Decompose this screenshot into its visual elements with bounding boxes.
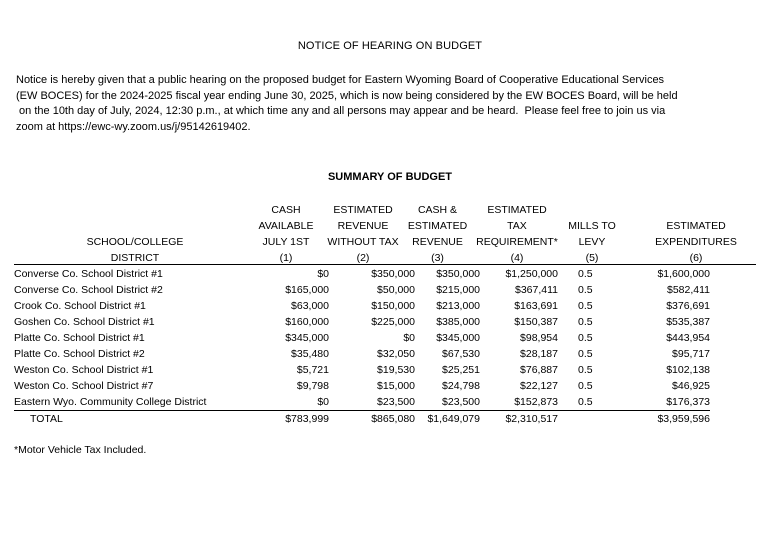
total-cash-rev: $1,649,079 [427,412,480,425]
cell-tax: $163,691 [514,299,558,312]
header-divider [14,264,756,265]
total-row [14,411,710,428]
notice-line: (EW BOCES) for the 2024-2025 fiscal year ending June 30, 2025, which is now being considered by the EW BOCES Board, will be held [16,89,678,102]
cell-expend: $443,954 [666,331,710,344]
cell-cash: $165,000 [285,283,329,296]
cell-cash: $345,000 [285,331,329,344]
cell-cash-rev: $345,000 [436,331,480,344]
cell-revenue: $23,500 [329,394,415,411]
summary-title: SUMMARY OF BUDGET [327,171,453,183]
cell-cash: $63,000 [291,299,329,312]
cell-district: Converse Co. School District #2 [14,283,163,296]
cell-cash: $5,721 [296,363,329,376]
cell-tax: $28,187 [520,347,558,360]
cell-tax: $152,873 [480,394,558,411]
cell-cash-rev: $23,500 [415,394,480,411]
total-tax: $2,310,517 [505,412,558,425]
header-district: SCHOOL/COLLEGE DISTRICT [86,236,184,264]
table-row [14,266,710,282]
cell-district: Goshen Co. School District #1 [14,315,155,328]
cell-district: Platte Co. School District #1 [14,331,145,344]
cell-revenue: $350,000 [371,267,415,280]
notice-paragraph [16,73,766,135]
cell-expend: $176,373 [596,394,710,411]
cell-cash-rev: $215,000 [436,283,480,296]
cell-mills: 0.5 [578,347,593,360]
total-label: TOTAL [30,412,63,425]
cell-cash-rev: $67,530 [442,347,480,360]
cell-district: Crook Co. School District #1 [14,299,146,312]
cell-district: Eastern Wyo. Community College District [14,394,272,411]
cell-revenue: $225,000 [371,315,415,328]
total-revenue: $865,080 [371,412,415,425]
footnote: *Motor Vehicle Tax Included. [14,444,147,456]
cell-tax: $76,887 [520,363,558,376]
cell-cash: $9,798 [296,379,329,392]
cell-revenue: $0 [403,331,415,344]
cell-cash: $35,480 [291,347,329,360]
cell-revenue: $32,050 [377,347,415,360]
cell-cash-rev: $213,000 [436,299,480,312]
header-tax-requirement: ESTIMATED TAX REQUIREMENT* (4) [476,204,558,264]
cell-mills: 0.5 [578,363,593,376]
cell-tax: $22,127 [520,379,558,392]
total-expend: $3,959,596 [657,412,710,425]
table-row [14,314,710,330]
cell-expend: $95,717 [672,347,710,360]
cell-mills: 0.5 [578,315,593,328]
cell-revenue: $15,000 [377,379,415,392]
notice-line: Notice is hereby given that a public hearing on the proposed budget for Eastern Wyoming Board of Cooperative Educational Services [16,74,665,86]
cell-expend: $376,691 [666,299,710,312]
cell-cash-rev: $24,798 [442,379,480,392]
table-row [14,346,710,362]
cell-mills: 0.5 [578,283,593,296]
cell-cash: $0 [272,394,329,411]
cell-tax: $98,954 [520,331,558,344]
cell-district: Converse Co. School District #1 [14,267,163,280]
cell-expend: $102,138 [666,363,710,376]
table-row [14,378,710,394]
cell-revenue: $19,530 [377,363,415,376]
cell-tax: $367,411 [514,283,558,296]
table-row [14,394,710,411]
cell-tax: $1,250,000 [505,267,558,280]
cell-expend: $582,411 [666,283,710,296]
cell-mills: 0.5 [578,379,593,392]
cell-cash: $160,000 [285,315,329,328]
header-cash-available: CASH AVAILABLE JULY 1ST (1) [258,204,314,264]
table-row [14,362,710,378]
cell-cash-rev: $385,000 [436,315,480,328]
cell-mills: 0.5 [558,394,596,411]
cell-cash: $0 [317,267,329,280]
table-row [14,282,710,298]
cell-district: Weston Co. School District #7 [14,379,154,392]
cell-mills: 0.5 [578,299,593,312]
cell-revenue: $150,000 [371,299,415,312]
header-estimated-revenue: ESTIMATED REVENUE WITHOUT TAX (2) [327,204,399,264]
header-mills-to-levy: MILLS TO LEVY (5) [568,220,616,264]
cell-cash-rev: $350,000 [436,267,480,280]
cell-district: Platte Co. School District #2 [14,347,145,360]
table-row [14,330,710,346]
total-mills [558,411,596,428]
cell-tax: $150,387 [514,315,558,328]
header-cash-and-revenue: CASH & ESTIMATED REVENUE (3) [407,204,468,264]
total-cash: $783,999 [285,412,329,425]
cell-cash-rev: $25,251 [442,363,480,376]
table-row [14,298,710,314]
cell-district: Weston Co. School District #1 [14,363,154,376]
cell-revenue: $50,000 [377,283,415,296]
notice-line: zoom at https://ewc-wy.zoom.us/j/95142619402. [16,120,251,133]
cell-expend: $1,600,000 [657,267,710,280]
cell-expend: $535,387 [666,315,710,328]
page-title: NOTICE OF HEARING ON BUDGET [297,40,483,52]
header-estimated-expenditures: ESTIMATED EXPENDITURES (6) [655,220,737,264]
budget-table [14,266,710,427]
cell-mills: 0.5 [578,331,593,344]
notice-line: on the 10th day of July, 2024, 12:30 p.m., at which time any and all persons may appear and be heard. Please feel free to join us via [16,105,666,118]
cell-mills: 0.5 [578,267,593,280]
cell-expend: $46,925 [672,379,710,392]
